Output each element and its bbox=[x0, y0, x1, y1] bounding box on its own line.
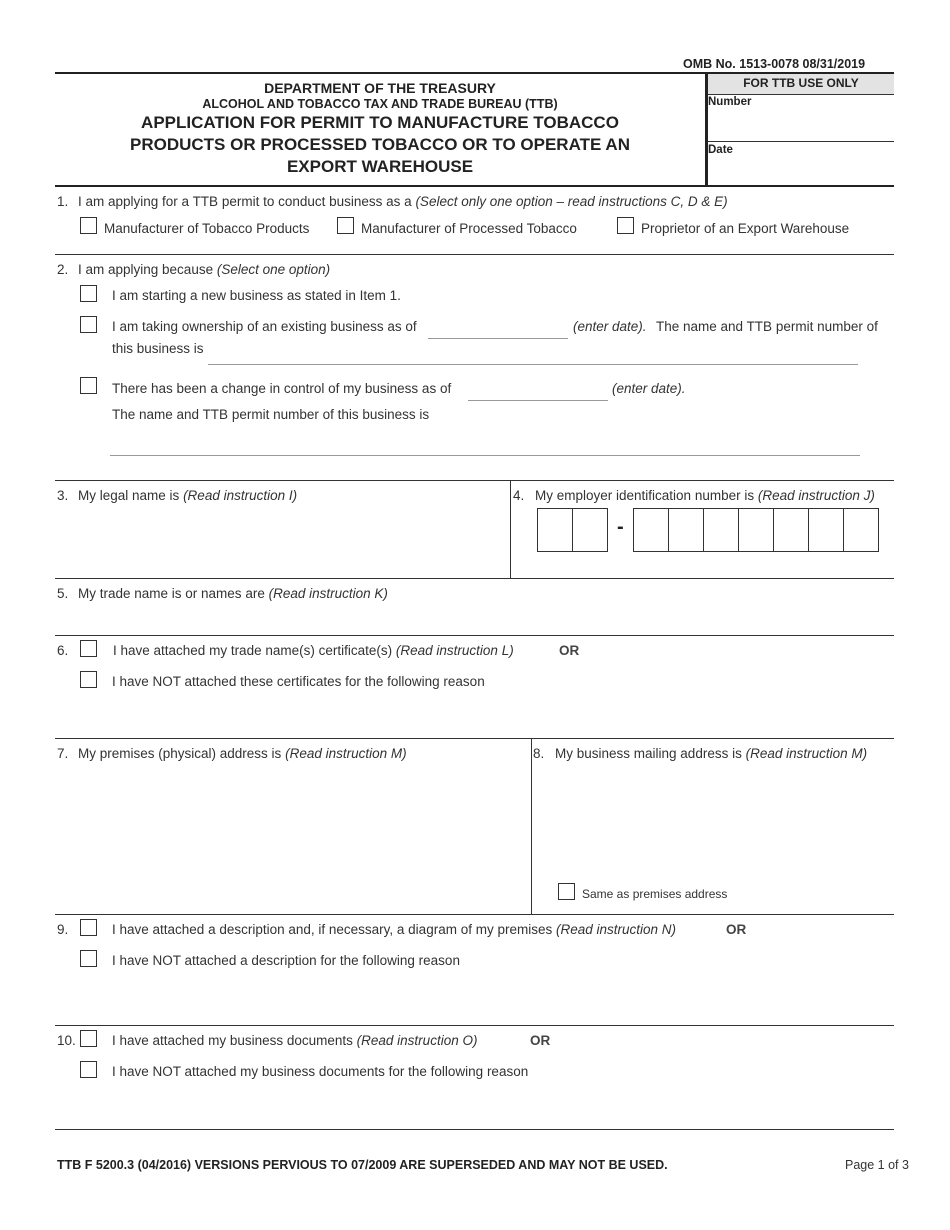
change-control-name-permit-field[interactable] bbox=[110, 455, 860, 456]
item6-attached-text bbox=[113, 643, 514, 658]
item2-bottom-rule bbox=[55, 480, 894, 481]
form-title-line1: APPLICATION FOR PERMIT TO MANUFACTURE TOBACCO bbox=[141, 113, 619, 132]
ownership-name-permit-field[interactable] bbox=[208, 364, 858, 365]
item3-4-bottom-rule bbox=[55, 578, 894, 579]
item7-label: My premises (physical) address is bbox=[78, 746, 282, 761]
item5-note: (Read instruction K) bbox=[268, 586, 388, 601]
checkbox-change-in-control[interactable] bbox=[80, 377, 97, 394]
ein-digit-4[interactable] bbox=[668, 508, 704, 552]
item5-number: 5. bbox=[57, 586, 69, 601]
label-trade-name-not-attached: I have NOT attached these certificates for the following reason bbox=[112, 674, 485, 689]
label-business-docs-attached: I have attached my business documents bbox=[112, 1033, 353, 1048]
business-docs-reason-field[interactable] bbox=[112, 1084, 882, 1124]
item9-number: 9. bbox=[57, 922, 69, 937]
item9-or: OR bbox=[726, 922, 747, 937]
checkbox-description-attached[interactable] bbox=[80, 919, 97, 936]
item9-note: (Read instruction N) bbox=[556, 922, 677, 937]
label-trade-name-attached: I have attached my trade name(s) certificate(s) bbox=[113, 643, 393, 658]
ein-digit-7[interactable] bbox=[773, 508, 809, 552]
item3-note: (Read instruction I) bbox=[183, 488, 298, 503]
label-change-in-control: There has been a change in control of my business as of bbox=[112, 381, 452, 396]
ttb-date-label: Date bbox=[708, 144, 733, 156]
item4-number: 4. bbox=[513, 488, 525, 503]
ttb-use-only-label: FOR TTB USE ONLY bbox=[708, 74, 894, 95]
ein-digit-8[interactable] bbox=[808, 508, 844, 552]
form-title-line2: PRODUCTS OR PROCESSED TOBACCO OR TO OPERATE AN bbox=[130, 135, 630, 154]
item5-text bbox=[78, 586, 388, 601]
item10-note: (Read instruction O) bbox=[356, 1033, 478, 1048]
item1-label: I am applying for a TTB permit to conduct business as a bbox=[78, 194, 412, 209]
item10-bottom-rule bbox=[55, 1129, 894, 1130]
omb-number: OMB No. 1513-0078 08/31/2019 bbox=[683, 57, 866, 71]
item8-label: My business mailing address is bbox=[555, 746, 742, 761]
item1-text bbox=[78, 194, 728, 209]
item6-or: OR bbox=[559, 643, 580, 658]
ownership-enter-date-note: (enter date). bbox=[573, 319, 647, 334]
label-taking-ownership: I am taking ownership of an existing business as of bbox=[112, 319, 417, 334]
item4-note: (Read instruction J) bbox=[757, 488, 875, 503]
item6-bottom-rule bbox=[55, 738, 894, 739]
legal-name-field[interactable] bbox=[78, 508, 503, 574]
item3-number: 3. bbox=[57, 488, 69, 503]
change-control-name-permit-label: The name and TTB permit number of this business is bbox=[112, 407, 430, 422]
change-control-date-field[interactable] bbox=[468, 400, 608, 401]
ein-dash: - bbox=[617, 516, 624, 538]
description-reason-field[interactable] bbox=[112, 972, 882, 1020]
item8-text bbox=[555, 746, 867, 761]
premises-address-field[interactable] bbox=[78, 766, 523, 908]
item3-4-divider bbox=[510, 480, 511, 578]
item3-label: My legal name is bbox=[78, 488, 180, 503]
item5-label: My trade name is or names are bbox=[78, 586, 265, 601]
department-name: DEPARTMENT OF THE TREASURY bbox=[264, 80, 496, 96]
checkbox-trade-name-not-attached[interactable] bbox=[80, 671, 97, 688]
label-manufacturer-processed-tobacco: Manufacturer of Processed Tobacco bbox=[361, 221, 577, 236]
ein-digit-5[interactable] bbox=[703, 508, 739, 552]
item1-bottom-rule bbox=[55, 254, 894, 255]
label-business-docs-not-attached: I have NOT attached my business documents for the following reason bbox=[112, 1064, 529, 1079]
label-new-business: I am starting a new business as stated in Item 1. bbox=[112, 288, 401, 303]
item7-8-bottom-rule bbox=[55, 914, 894, 915]
ttb-number-label: Number bbox=[708, 96, 752, 108]
checkbox-manufacturer-tobacco-products[interactable] bbox=[80, 217, 97, 234]
item4-text bbox=[535, 488, 875, 503]
item1-number: 1. bbox=[57, 194, 69, 209]
ownership-this-business-label: this business is bbox=[112, 341, 204, 356]
label-proprietor-export-warehouse: Proprietor of an Export Warehouse bbox=[641, 221, 850, 236]
label-same-as-premises: Same as premises address bbox=[582, 887, 728, 901]
ein-digit-2[interactable] bbox=[572, 508, 608, 552]
checkbox-business-docs-attached[interactable] bbox=[80, 1030, 97, 1047]
item8-number: 8. bbox=[533, 746, 545, 761]
item9-bottom-rule bbox=[55, 1025, 894, 1026]
item5-bottom-rule bbox=[55, 635, 894, 636]
item2-note: (Select one option) bbox=[216, 262, 331, 277]
checkbox-taking-ownership[interactable] bbox=[80, 316, 97, 333]
item10-or: OR bbox=[530, 1033, 551, 1048]
item6-note: (Read instruction L) bbox=[395, 643, 514, 658]
item2-label: I am applying because bbox=[78, 262, 214, 277]
header-bottom-rule bbox=[55, 185, 894, 187]
checkbox-description-not-attached[interactable] bbox=[80, 950, 97, 967]
ein-digit-1[interactable] bbox=[537, 508, 573, 552]
item7-note: (Read instruction M) bbox=[285, 746, 407, 761]
ownership-date-field[interactable] bbox=[428, 338, 568, 339]
page-number: Page 1 of 3 bbox=[845, 1158, 909, 1172]
item7-8-divider bbox=[531, 738, 532, 914]
bureau-name: ALCOHOL AND TOBACCO TAX AND TRADE BUREAU (TTB) bbox=[202, 97, 558, 111]
trade-name-reason-field[interactable] bbox=[112, 692, 882, 734]
checkbox-trade-name-attached[interactable] bbox=[80, 640, 97, 657]
item4-label: My employer identification number is bbox=[535, 488, 755, 503]
label-manufacturer-tobacco-products: Manufacturer of Tobacco Products bbox=[104, 221, 310, 236]
checkbox-proprietor-export-warehouse[interactable] bbox=[617, 217, 634, 234]
item9-attached-text bbox=[112, 922, 676, 937]
form-title-line3: EXPORT WAREHOUSE bbox=[286, 157, 474, 176]
ttb-number-rule bbox=[708, 141, 894, 142]
trade-name-field[interactable] bbox=[78, 605, 888, 633]
item10-number: 10. bbox=[57, 1033, 76, 1048]
item2-text bbox=[78, 262, 330, 277]
checkbox-same-as-premises[interactable] bbox=[558, 883, 575, 900]
ein-digit-3[interactable] bbox=[633, 508, 669, 552]
label-description-not-attached: I have NOT attached a description for the following reason bbox=[112, 953, 460, 968]
item2-number: 2. bbox=[57, 262, 69, 277]
item6-number: 6. bbox=[57, 643, 69, 658]
item1-note: (Select only one option – read instructions C, D & E) bbox=[415, 194, 728, 209]
item7-text bbox=[78, 746, 407, 761]
form-number-footer: TTB F 5200.3 (04/2016) VERSIONS PERVIOUS TO 07/2009 ARE SUPERSEDED AND MAY NOT BE USED. bbox=[57, 1158, 668, 1172]
label-description-attached: I have attached a description and, if necessary, a diagram of my premises bbox=[112, 922, 553, 937]
checkbox-business-docs-not-attached[interactable] bbox=[80, 1061, 97, 1078]
ein-digit-9[interactable] bbox=[843, 508, 879, 552]
item3-text bbox=[78, 488, 297, 503]
change-control-enter-date-note: (enter date). bbox=[612, 381, 686, 396]
item7-number: 7. bbox=[57, 746, 69, 761]
ownership-name-permit-label: The name and TTB permit number of bbox=[656, 319, 878, 334]
mailing-address-field[interactable] bbox=[555, 766, 885, 876]
checkbox-new-business[interactable] bbox=[80, 285, 97, 302]
checkbox-manufacturer-processed-tobacco[interactable] bbox=[337, 217, 354, 234]
item10-attached-text bbox=[112, 1033, 477, 1048]
item8-note: (Read instruction M) bbox=[745, 746, 868, 761]
ein-digit-6[interactable] bbox=[738, 508, 774, 552]
